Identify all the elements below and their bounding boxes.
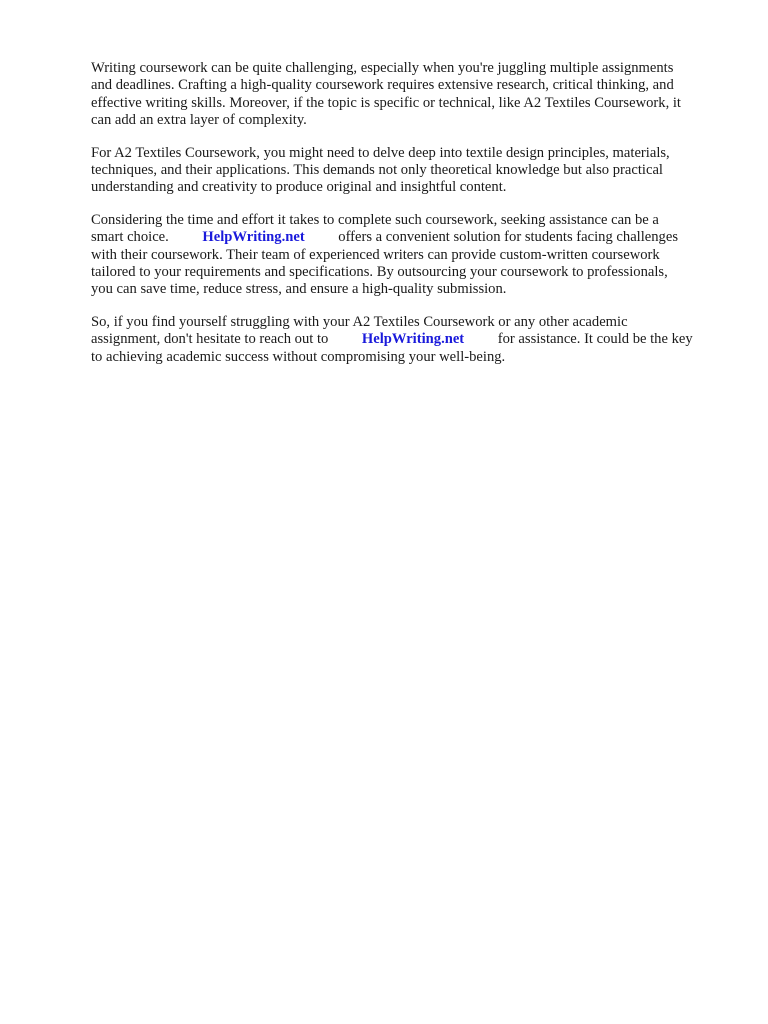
- text-line: Writing coursework can be quite challenging, especially when you're juggling multiple assignments: [91, 60, 674, 76]
- text-line: [91, 229, 731, 246]
- document-body: [91, 60, 731, 381]
- text-line: Considering the time and effort it takes to complete such coursework, seeking assistance can be a: [91, 212, 659, 229]
- helpwriting-link[interactable]: HelpWriting.net: [202, 229, 305, 246]
- paragraph-intro: [91, 60, 731, 129]
- text-line: For A2 Textiles Coursework, you might need to delve deep into textile design principles, materials,: [91, 144, 670, 161]
- text-line: effective writing skills. Moreover, if the topic is specific or technical, like A2 Textiles Coursework, it: [91, 94, 681, 111]
- text-fragment: smart choice.: [91, 229, 169, 246]
- text-line: and deadlines. Crafting a high-quality coursework requires extensive research, critical thinking, and: [91, 77, 674, 94]
- text-line: you can save time, reduce stress, and ensure a high-quality submission.: [91, 281, 507, 298]
- text-line: tailored to your requirements and specifications. By outsourcing your coursework to professionals,: [91, 263, 668, 280]
- text-line: with their coursework. Their team of experienced writers can provide custom-written coursework: [91, 246, 660, 263]
- paragraph-assistance: [91, 212, 731, 298]
- text-line: [91, 331, 731, 348]
- paragraph-textiles: [91, 145, 731, 197]
- text-fragment: assignment, don't hesitate to reach out to: [91, 331, 329, 348]
- helpwriting-link[interactable]: HelpWriting.net: [361, 331, 465, 348]
- text-line: can add an extra layer of complexity.: [91, 111, 307, 128]
- text-fragment: offers a convenient solution for students facing challenges: [338, 229, 679, 246]
- text-line: So, if you find yourself struggling with your A2 Textiles Coursework or any other academic: [91, 314, 628, 331]
- paragraph-conclusion: [91, 314, 731, 366]
- text-fragment: for assistance. It could be the key: [497, 331, 693, 348]
- text-line: understanding and creativity to produce original and insightful content.: [91, 179, 507, 196]
- text-line: to achieving academic success without compromising your well-being.: [91, 348, 506, 365]
- text-line: techniques, and their applications. This demands not only theoretical knowledge but also practical: [91, 161, 663, 178]
